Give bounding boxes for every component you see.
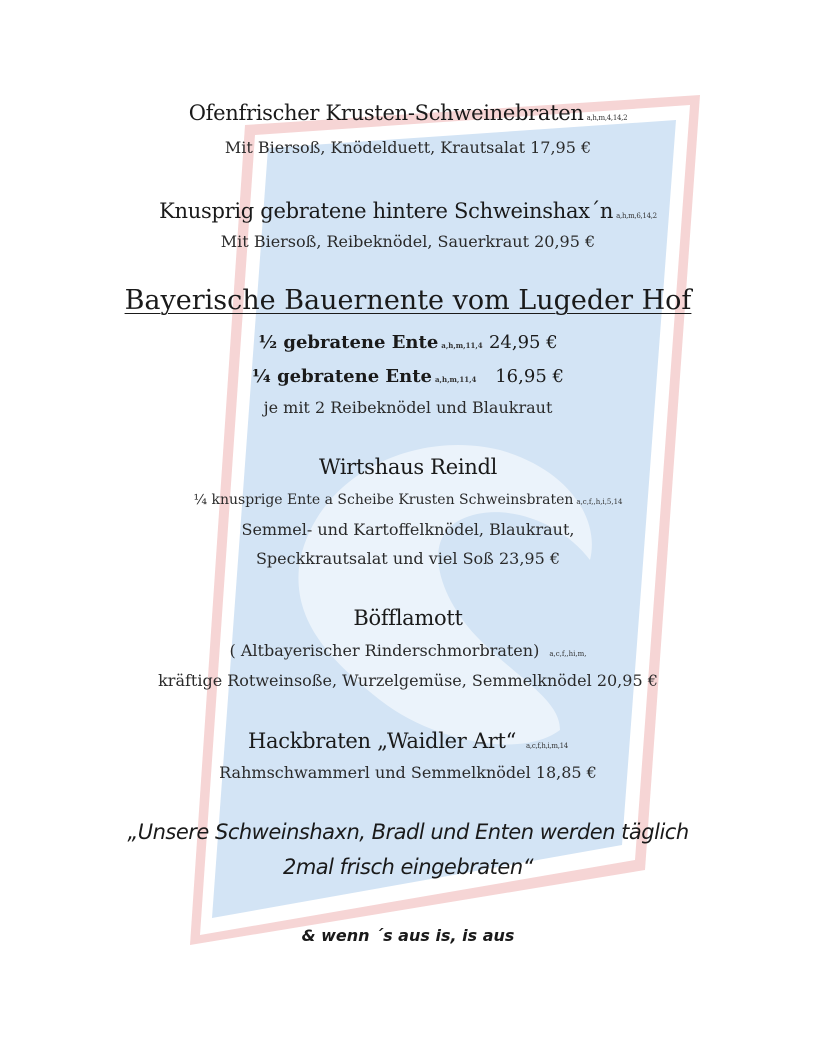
allergen-codes: a,c,f,h,i,m,14: [526, 742, 568, 750]
duck-half-label: ½ gebratene Ente: [258, 332, 439, 353]
dish-title-text: Knusprig gebratene hintere Schweinshax´n: [159, 199, 614, 223]
closing-note: & wenn ´s aus is, is aus: [301, 926, 515, 945]
dish-boefflamott-description: kräftige Rotweinsoße, Wurzelgemüse, Semmelknödel 20,95 €: [158, 671, 658, 690]
allergen-codes: a,h,m,11,4: [441, 341, 483, 350]
slogan-line1: „Unsere Schweinshaxn, Bradl und Enten werden täglich: [127, 820, 689, 844]
dish-hackbraten-description: Rahmschwammerl und Semmelknödel 18,85 €: [219, 763, 597, 782]
dish-boefflamott-subtitle: [0, 641, 816, 660]
allergen-codes: a,h,m,6,14,2: [616, 212, 657, 220]
allergen-codes: a,h,m,4,14,2: [586, 114, 628, 122]
dish-wirtshaus-title: Wirtshaus Reindl: [318, 455, 498, 479]
slogan-line2: 2mal frisch eingebraten“: [282, 855, 534, 879]
duck-quarter-row: [0, 366, 816, 387]
dish-hackbraten-title: [0, 729, 816, 753]
dish-wirtshaus-line3: Speckkrautsalat und viel Soß 23,95 €: [255, 549, 561, 568]
dish-wirtshaus-line2: Semmel- und Kartoffelknödel, Blaukraut,: [241, 520, 575, 539]
allergen-codes: a,c,f,,h,i,5,14: [576, 498, 623, 506]
dish-krustenbraten-title: [0, 101, 816, 125]
duck-description: je mit 2 Reibeknödel und Blaukraut: [263, 398, 553, 417]
dish-schweinshaxn-description: Mit Biersoß, Reibeknödel, Sauerkraut 20,95 €: [220, 232, 596, 251]
dish-krustenbraten-description: Mit Biersoß, Knödelduett, Krautsalat 17,95 €: [224, 138, 592, 157]
duck-quarter-price: 16,95 €: [495, 366, 564, 387]
section-heading-bauernente: Bayerische Bauernente vom Lugeder Hof: [124, 285, 692, 316]
dish-schweinshaxn-title: [0, 199, 816, 223]
dish-boefflamott-title: Böfflamott: [353, 606, 463, 630]
dish-wirtshaus-line1: [0, 492, 816, 508]
allergen-codes: a,c,f,,hi,m,: [549, 650, 587, 658]
duck-quarter-label: ¼ gebratene Ente: [252, 366, 433, 387]
allergen-codes: a,h,m,11,4: [435, 375, 477, 384]
dish-title-text: Ofenfrischer Krusten-Schweinebraten: [188, 101, 584, 125]
duck-half-price: 24,95 €: [488, 332, 558, 353]
boefflamott-subtitle-text: ( Altbayerischer Rinderschmorbraten): [229, 641, 540, 660]
dish-title-text: Hackbraten „Waidler Art“: [248, 729, 517, 753]
duck-half-row: [0, 332, 816, 353]
wirtshaus-line1-text: ¼ knusprige Ente a Scheibe Krusten Schweinsbraten: [193, 492, 574, 508]
